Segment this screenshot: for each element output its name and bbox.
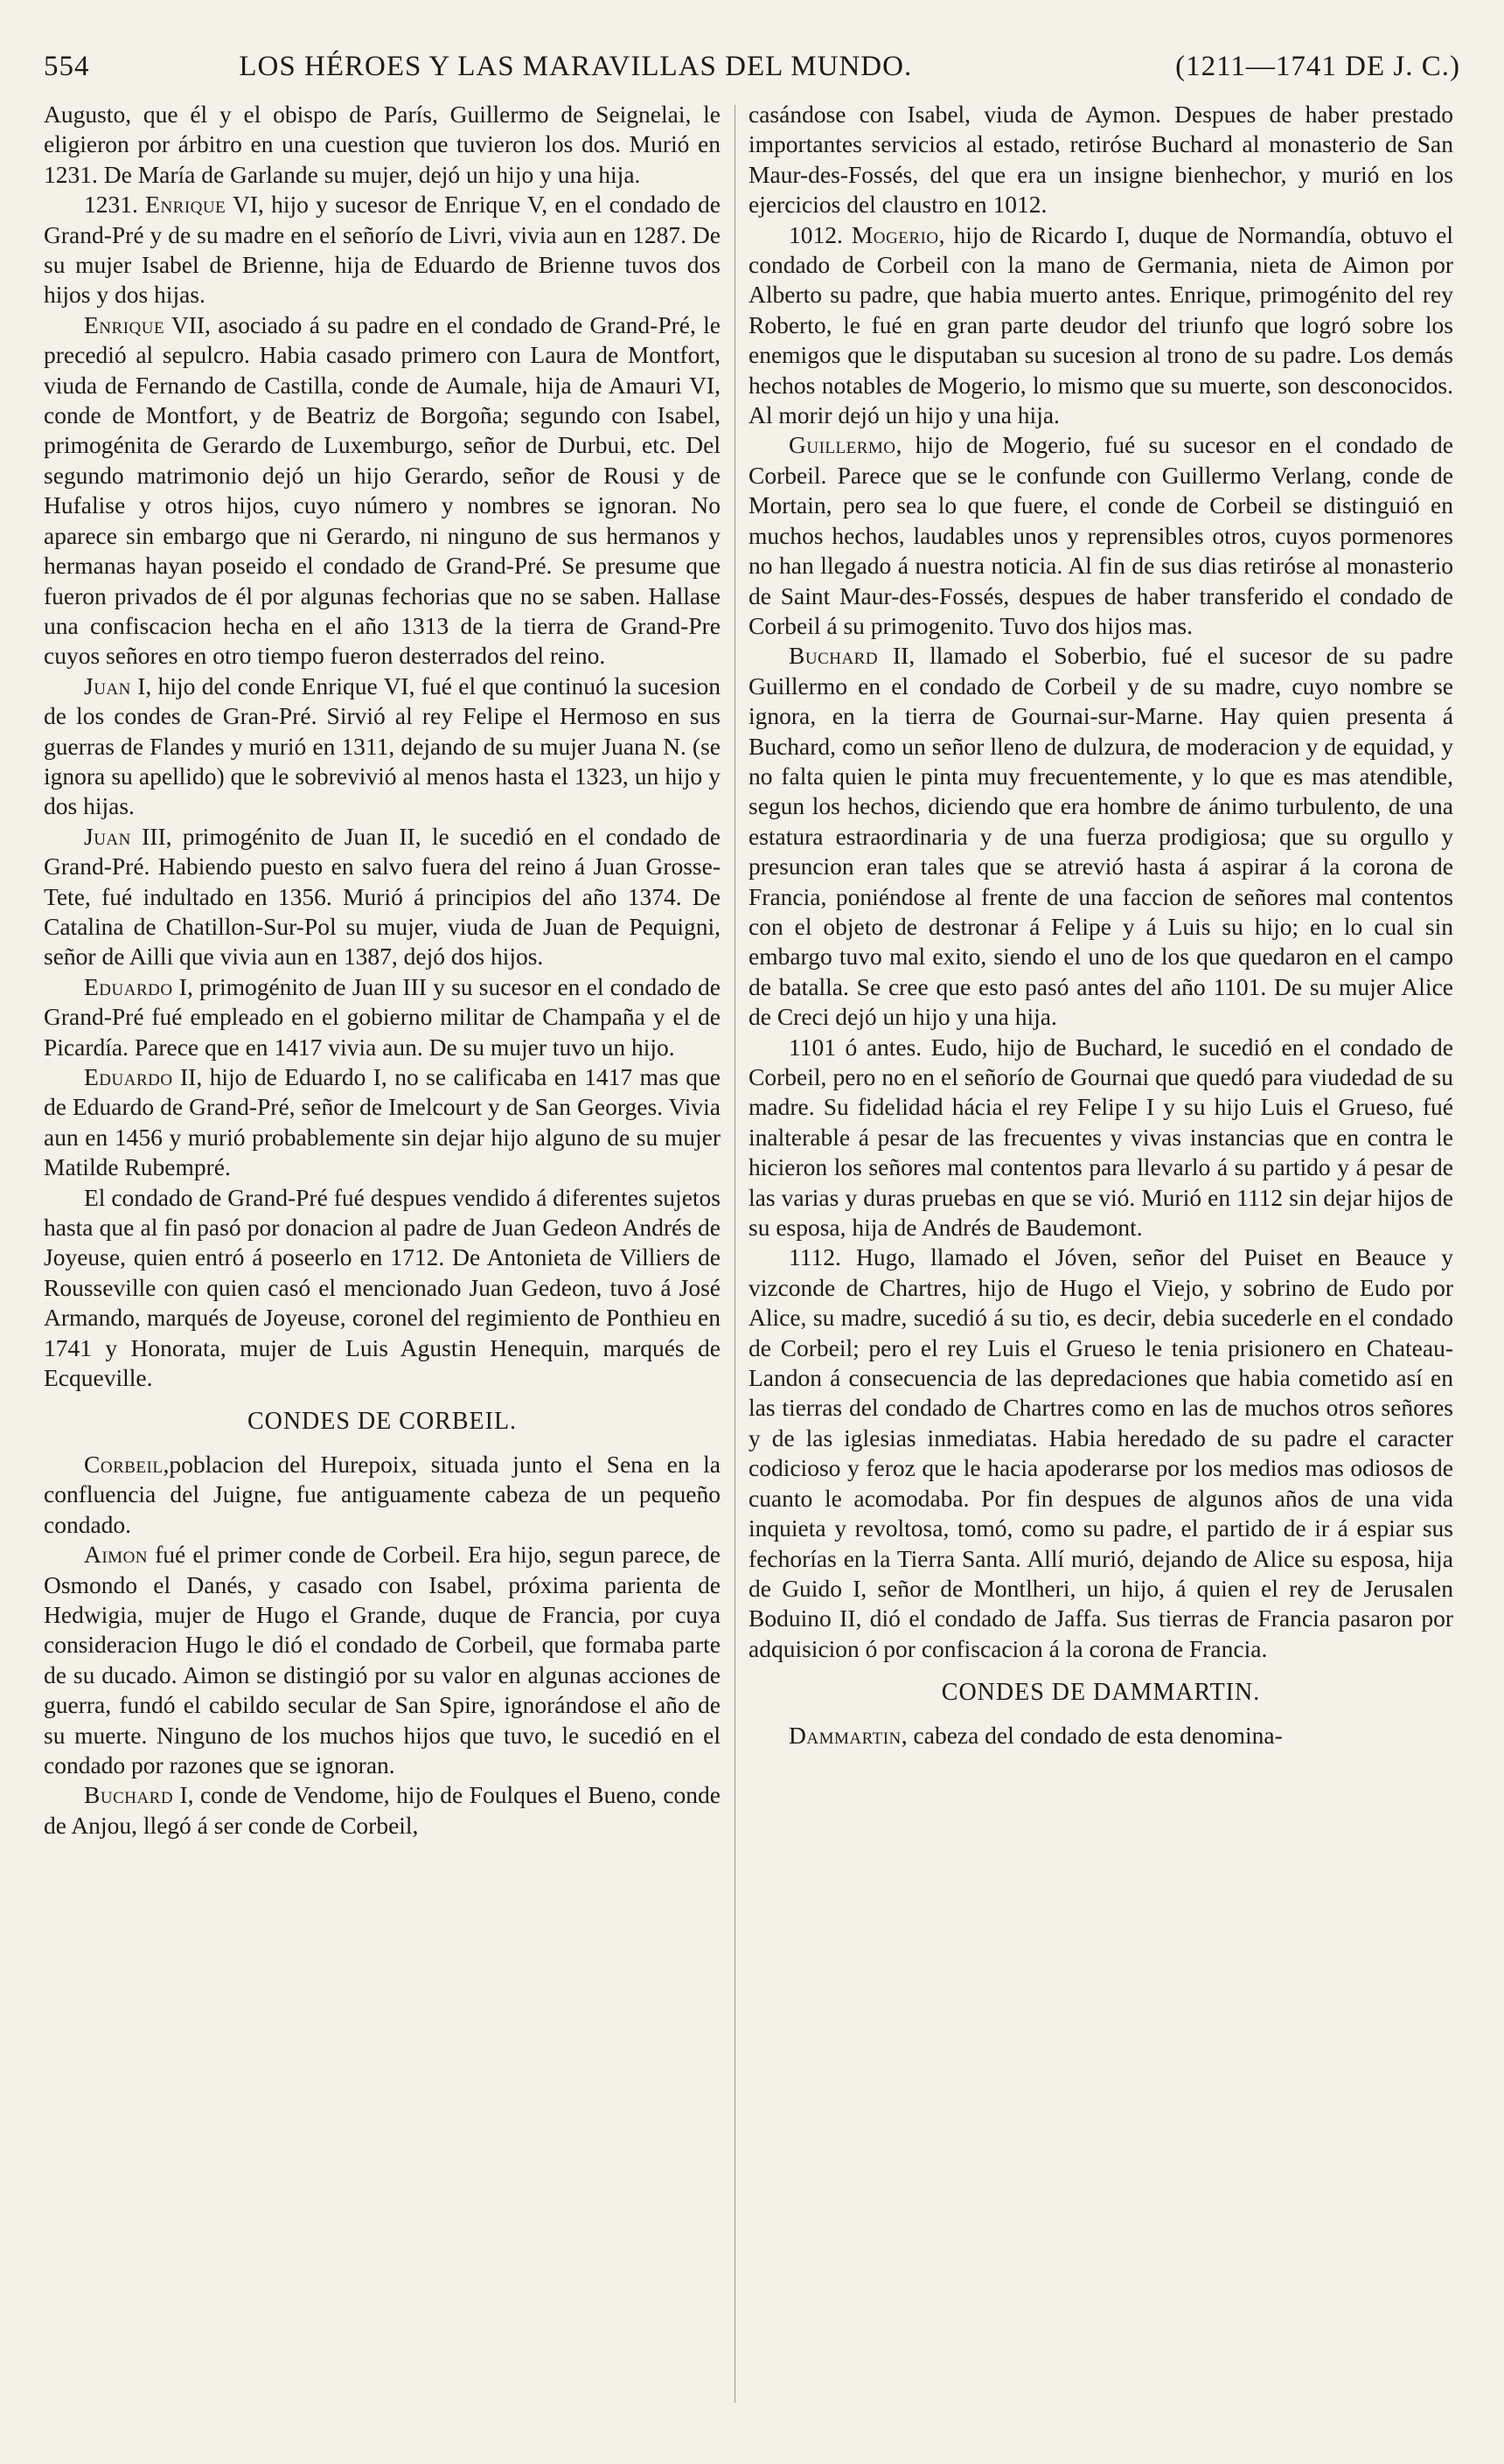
paragraph: 1101 ó antes. Eudo, hijo de Buchard, le sucedió en el condado de Corbeil, pero no en el señorío de Gournai que quedó para viudedad de su madre. Su fidelidad hácia el rey Felipe I y su hijo Luis el Grueso, fué inalterable á pesar de las frecuentes y vivas instancias que en contra le hicieron los señores mal contentos para llevarlo á su partido y á pesar de las varias y duras pruebas en que se vió. Murió en 1112 sin dejar hijos de su esposa, hija de Andrés de Baudemont. xyxy=(749,1033,1453,1242)
date-range: (1211—1741 DE J. C.) xyxy=(1175,51,1460,82)
entry-name: Dammartin xyxy=(789,1721,902,1749)
paragraph: Guillermo, hijo de Mogerio, fué su sucesor en el condado de Corbeil. Parece que se le confunde con Guillermo Verlang, conde de Mortain, pero sea lo que fuere, el conde de Corbeil se distinguió en muchos hechos, laudables unos y reprensibles otros, cuyos pormenores no han llegado á nuestra noticia. Al fin de sus dias retiróse al monasterio de Saint Maur-des-Fossés, despues de haber transferido el condado de Corbeil á su primogenito. Tuvo dos hijos mas. xyxy=(749,431,1453,639)
entry-name: Buchard xyxy=(84,1781,174,1809)
page-header xyxy=(44,51,1460,91)
entry-name: Buchard xyxy=(789,642,879,670)
paragraph: Eduardo I, primogénito de Juan III y su sucesor en el condado de Grand-Pré fué empleado en el gobierno militar de Champaña y el de Picardía. Parece que en 1417 vivia aun. De su mujer tuvo un hijo. xyxy=(44,972,721,1061)
entry-name: Aimon xyxy=(84,1541,149,1569)
paragraph: Augusto, que él y el obispo de París, Guillermo de Seignelai, le eligieron por árbitro en una cuestion que tuvieron los dos. Murió en 1231. De María de Garlande su mujer, dejó un hijo y una hija. xyxy=(44,101,721,188)
entry-name: Eduardo xyxy=(84,972,173,1000)
entry-name: Enrique xyxy=(145,191,226,219)
page-number: 554 xyxy=(44,51,90,82)
paragraph: Aimon fué el primer conde de Corbeil. Era hijo, segun parece, de Osmondo el Danés, y casado con Isabel, próxima parienta de Hedwigia, mujer de Hugo el Grande, duque de Francia, por cuya consideracion Hugo le dió el condado de Corbeil, que formaba parte de su ducado. Aimon se distingió por su valor en algunas acciones de guerra, fundó el cabildo secular de San Spire, ignorándose el año de su muerte. Ninguno de los muchos hijos que tuvo, le sucedió en el condado por razones que se ignoran. xyxy=(44,1541,721,1778)
paragraph: 1112. Hugo, llamado el Jóven, señor del Puiset en Beauce y vizconde de Chartres, hijo de Hugo el Viejo, y sobrino de Eudo por Alice, su madre, sucedió á su tio, es decir, debia sucederle en el condado de Corbeil; pero el rey Luis el Grueso le tenia prisionero en Chateau-Landon á consecuencia de las depredaciones que habia cometido así en las tierras del condado de Chartres como en las de muchos otros señores y de las iglesias inmediatas. Habia heredado de su padre el caracter codicioso y feroz que le hacia apoderarse por los medios mas odiosos de cuanto le acomodaba. Por fin despues de algunos años de una vida inquieta y revoltosa, tomó, como su padre, el partido de ir á espiar sus fechorías en la Tierra Santa. Allí murió, dejando de Alice su esposa, hija de Guido I, señor de Montlheri, un hijo, á quien el rey de Jerusalen Boduino II, dió el condado de Jaffa. Sus tierras de Francia pasaron por adquisicion ó por confiscacion á la corona de Francia. xyxy=(749,1243,1453,1662)
paragraph: Corbeil,poblacion del Hurepoix, situada junto el Sena en la confluencia del Juigne, fue antiguamente cabeza de un pequeño condado. xyxy=(44,1450,721,1538)
entry-name: Guillermo xyxy=(789,431,896,459)
entry-name: Juan xyxy=(84,672,131,700)
running-title: LOS HÉROES Y LAS MARAVILLAS DEL MUNDO. xyxy=(239,51,913,82)
section-heading: CONDES DE DAMMARTIN. xyxy=(941,1679,1261,1707)
paragraph: Buchard II, llamado el Soberbio, fué el sucesor de su padre Guillermo en el condado de Corbeil y de su madre, cuyo nombre se ignora, en la tierra de Gournai-sur-Marne. Hay quien presenta á Buchard, como un señor lleno de dulzura, de moderacion y de equidad, y no falta quien le pinta muy frecuentemente, y lo que es mas atendible, segun los hechos, diciendo que era hombre de ánimo turbulento, de una estatura estraordinaria y de una fuerza prodigiosa; que su orgullo y presuncion eran tales que se atrevió hasta á aspirar á la corona de Francia, poniéndose al frente de una faccion de señores mal contentos con el objeto de destronar á Felipe y á Luis su hijo; en lo cual sin embargo tuvo mal exito, siendo el uno de los que quedaron en el campo de batalla. Se cree que esto pasó antes del año 1101. De su mujer Alice de Creci dejó un hijo y una hija. xyxy=(749,642,1453,1031)
left-column xyxy=(44,100,721,2412)
section-heading: CONDES DE CORBEIL. xyxy=(247,1408,518,1436)
paragraph: 1231. Enrique VI, hijo y sucesor de Enrique V, en el condado de Grand-Pré y de su madre en el señorío de Livri, vivia aun en 1287. De su mujer Isabel de Brienne, hija de Eduardo de Brienne tuvos dos hijos y dos hijas. xyxy=(44,191,721,309)
paragraph: Eduardo II, hijo de Eduardo I, no se calificaba en 1417 mas que de Eduardo de Grand-Pré, señor de Imelcourt y de San Georges. Vivia aun en 1456 y murió probablemente sin dejar hijo alguno de su mujer Matilde Rubempré. xyxy=(44,1063,721,1181)
paragraph: Buchard I, conde de Vendome, hijo de Foulques el Bueno, conde de Anjou, llegó á ser conde de Corbeil, xyxy=(44,1781,721,1839)
entry-name: Corbeil xyxy=(84,1450,164,1478)
paragraph: Enrique VII, asociado á su padre en el condado de Grand-Pré, le precedió al sepulcro. Habia casado primero con Laura de Montfort, viuda de Fernando de Castilla, conde de Aumale, hija de Amauri VI, conde de Montfort, y de Beatriz de Borgoña; segundo con Isabel, primogénita de Gerardo de Luxemburgo, señor de Durbui, etc. Del segundo matrimonio dejó un hijo Gerardo, señor de Rousi y de Hufalise y otros hijos, cuyo número y nombres se ignoran. No aparece sin embargo que ni Gerardo, ni ninguno de sus hermanos y hermanas hayan poseido el condado de Grand-Pré. Se presume que fueron privados de él por algunas fechorias que no se saben. Hallase una confiscacion hecha en el año 1313 de la tierra de Grand-Pre cuyos señores en otro tiempo fueron desterrados del reino. xyxy=(44,310,721,670)
entry-name: Eduardo xyxy=(84,1063,173,1090)
entry-name: Juan xyxy=(84,822,131,850)
paragraph: Juan I, hijo del conde Enrique VI, fué el que continuó la sucesion de los condes de Gran-Pré. Sirvió al rey Felipe el Hermoso en sus guerras de Flandes y murió en 1311, dejando de su mujer Juana N. (se ignora su apellido) que le sobrevivió al menos hasta el 1323, un hijo y dos hijas. xyxy=(44,672,721,820)
entry-name: Enrique xyxy=(84,310,165,338)
paragraph: Juan III, primogénito de Juan II, le sucedió en el condado de Grand-Pré. Habiendo puesto en salvo fuera del reino á Juan Grosse-Tete, fué indultado en 1356. Murió á principios del año 1374. De Catalina de Chatillon-Sur-Pol su mujer, viuda de Juan de Pequigni, señor de Ailli que vivia aun en 1387, dejó dos hijos. xyxy=(44,822,721,971)
paragraph: El condado de Grand-Pré fué despues vendido á diferentes sujetos hasta que al fin pasó por donacion al padre de Juan Gedeon Andrés de Joyeuse, quien entró á poseerlo en 1712. De Antonieta de Villiers de Rousseville con quien casó el mencionado Juan Gedeon, tuvo á José Armando, marqués de Joyeuse, coronel del regimiento de Ponthieu en 1741 y Honorata, mujer de Luis Agustin Henequin, marqués de Ecqueville. xyxy=(44,1183,721,1392)
paragraph: Dammartin, cabeza del condado de esta denomina- xyxy=(789,1721,1283,1749)
entry-name: Mogerio xyxy=(851,220,939,248)
right-column xyxy=(749,100,1453,2412)
paragraph: casándose con Isabel, viuda de Aymon. Despues de haber prestado importantes servicios al estado, retiróse Buchard al monasterio de San Maur-des-Fossés, del que era un insigne bienhechor, y murió en los ejercicios del claustro en 1012. xyxy=(749,101,1453,219)
paragraph: 1012. Mogerio, hijo de Ricardo I, duque de Normandía, obtuvo el condado de Corbeil con la mano de Germania, nieta de Aimon por Alberto su padre, que habia muerto antes. Enrique, primogénito del rey Roberto, le fué en gran parte deudor del triunfo que logró sobre los enemigos que le disputaban su sucesion al trono de su padre. Los demás hechos notables de Mogerio, lo mismo que su muerte, son desconocidos. Al morir dejó un hijo y una hija. xyxy=(749,220,1453,429)
